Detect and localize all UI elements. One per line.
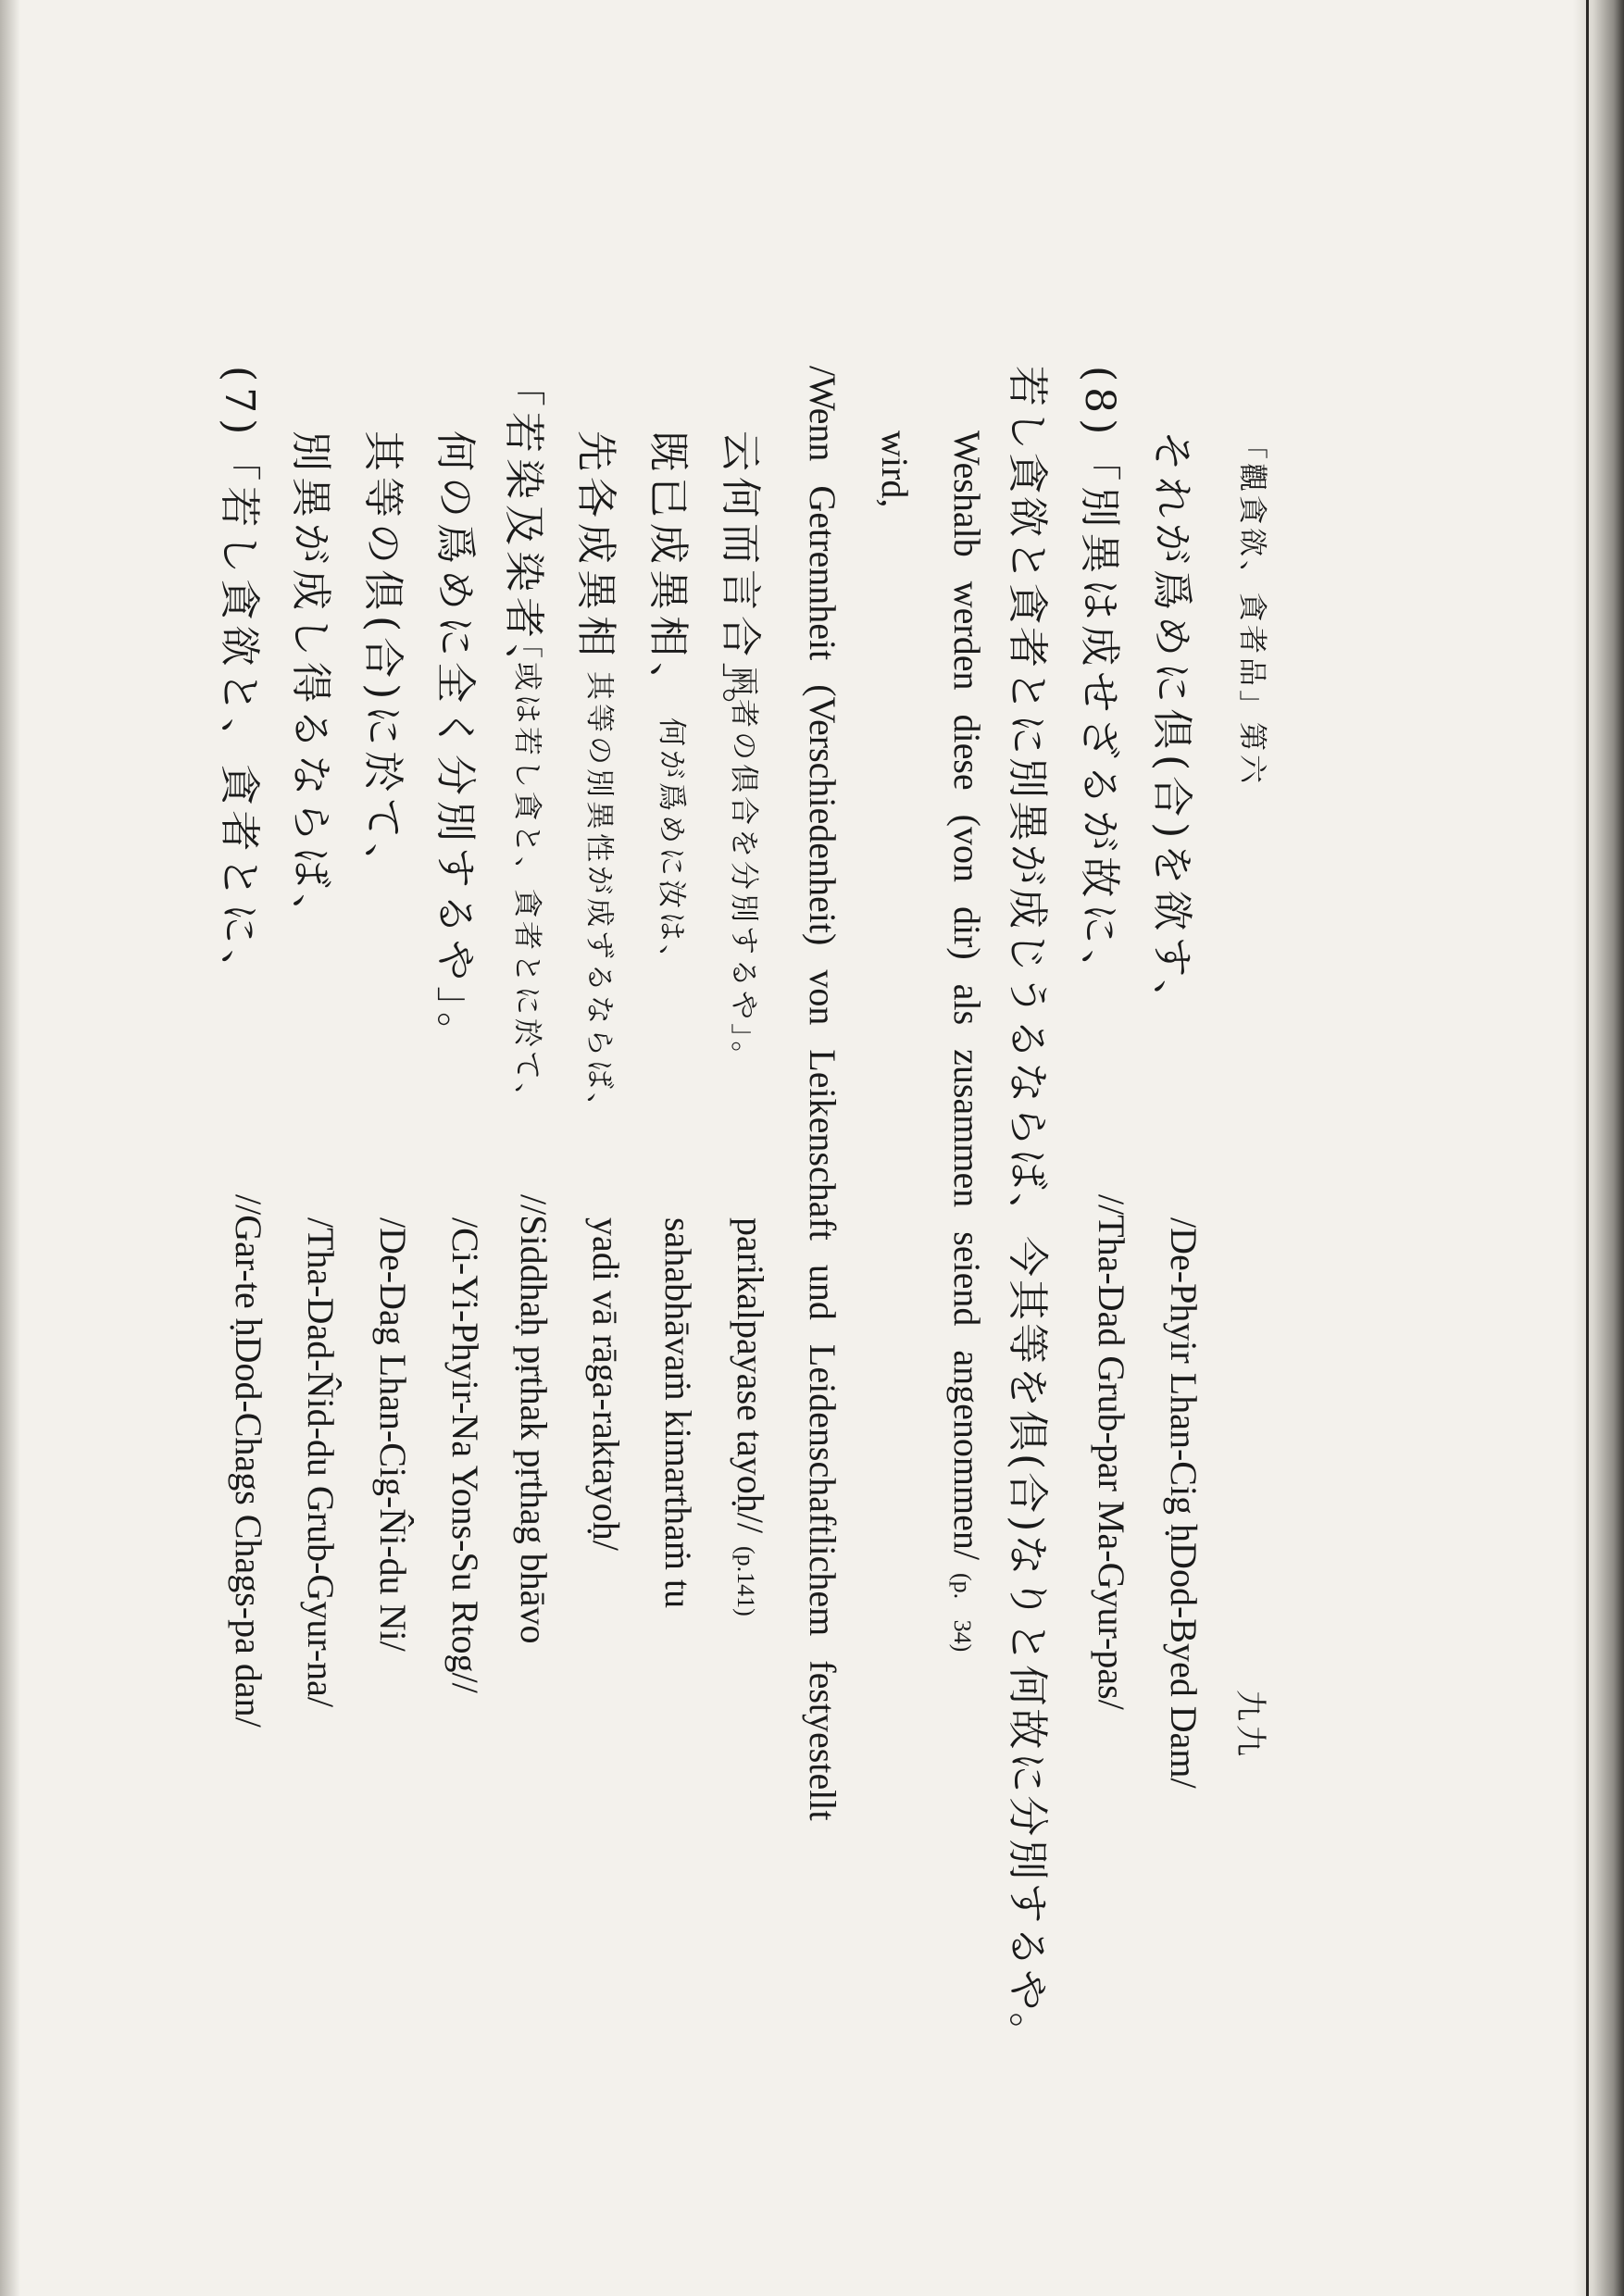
verse7-sanskrit-line-2: yadi vā rāga-raktayoḥ/ [585,1217,627,1551]
verse7-marker: (7) [216,366,263,441]
book-binding-shadow [1573,0,1624,2296]
verse8-jp-line-2: それが爲めに倶(合)を欲す、 [1148,430,1195,1026]
german-line-2: wird, [874,430,916,508]
verse7-jp-line-4: 何の爲めに全く分別するや」。 [431,430,479,1058]
verse8-tibetan-line-1: //Tha-Dad Grub-par Ma-Gyur-pas/ [1091,1194,1132,1710]
verse7-tibetan-line-4: /Ci-Yi-Phyir-Na Yons-Su Rtog// [444,1217,486,1693]
verse7-chinese-line-4: 云何而言合」。 [717,430,764,734]
verse7-tibetan-line-3: /De-Dag Lhan-Cig-N̂i-du Ni/ [372,1217,414,1652]
verse8-marker: (8) [1076,366,1123,441]
german-line-3-text: Weshalb werden diese (von dir) als zusammen seiend angenommen/ [946,430,988,1560]
verse7-gloss-line-3: 何が爲めに汝は、 [655,718,688,977]
verse7-sanskrit-line-3: sahabhāvaṁ kimarthaṁ tu [657,1217,699,1609]
verse7-jp-summary: 若し貪欲と貪者とに別異が成じうるならば、今其等を倶(合)なりと何故に分別するや。 [1004,366,1051,2056]
verse7-gloss-line-4: 兩者の倶合を分別するや」。 [727,667,760,1074]
verse7-jp-line-2: 別異が成し得るならば、 [287,430,334,940]
verse7-sanskrit-line-1: //Siddhaḥ pṛthak pṛthag bhāvo [513,1194,555,1644]
verse7-sanskrit-line-4 [729,1217,772,1616]
verse7-gloss-line-1: 「或は若し貪と、貪者とに於て、 [510,630,543,1116]
verse7-chinese-line-1: 「若染及染者、 [500,366,547,690]
verse8-jp-line-1: 「別異は成せざるが故に、 [1076,440,1123,996]
verse7-line1 [214,366,273,995]
verse8-line1 [1074,366,1133,995]
page-left-edge [0,0,20,2296]
german-line-1: /Wenn Getrennheit (Verschiedenheit) von Leikenschaft und Leidenschaftlichem festyestellt [802,366,843,1821]
verse7-tibetan-line-2: /Tha-Dad-N̂id-du Grub-Gyur-na/ [300,1217,342,1708]
verse7-sanskrit-line-4-text: parikalpayase tayoḥ// [730,1217,771,1533]
verse8-tibetan-line-2: /De-Phyir Lhan-Cig ḥDod-Byed Dam/ [1163,1217,1205,1789]
verse7-chinese-line-2: 先各成異相 [572,430,619,662]
verse7-chinese-line-3: 既已成異相、 [644,430,692,708]
german-line-3 [945,430,989,1652]
verse7-jp-line-1: 「若し貪欲と、貪者とに、 [216,440,263,996]
rotated-page-content [213,366,1435,2056]
verse7-gloss-line-2: 其等の別異性が成ずるならば、 [582,671,616,1125]
verse7-jp-line-3: 其等の倶(合)に於て、 [359,430,406,890]
sanskrit-page-ref: (p.141) [732,1545,759,1616]
german-page-ref: (p. 34) [949,1573,976,1653]
chapter-footer: 「觀貪欲、貪者品」第六 [1235,430,1268,787]
verse7-tibetan-line-1: //Gar-te ḥDod-Chags Chags-pa dan/ [228,1194,269,1728]
page-number: 九九 [1231,1690,1268,1760]
binding-line [1586,0,1589,2296]
